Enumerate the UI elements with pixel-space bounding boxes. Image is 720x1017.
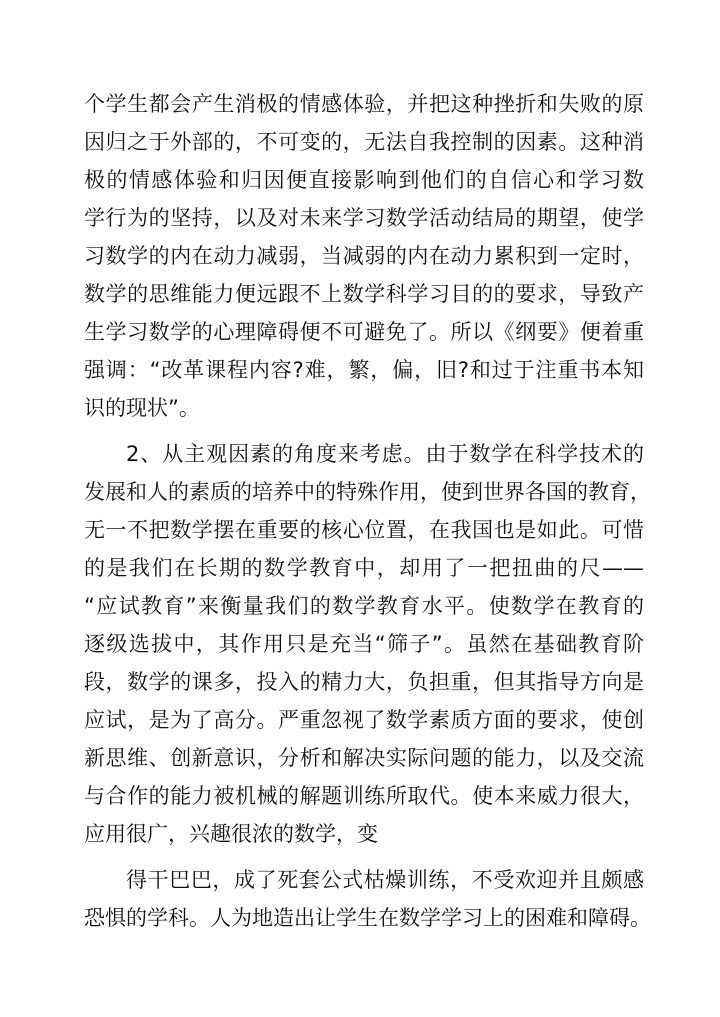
text-line: 无一不把数学摆在重要的核心位置，在我国也是如此。可惜 [84, 518, 644, 542]
text-line: 习数学的内在动力减弱，当减弱的内在动力累积到一定时， [84, 244, 644, 268]
text-line: 与合作的能力被机械的解题训练所取代。使本来威力很大， [84, 784, 644, 808]
text-line: 生学习数学的心理障碍便不可避免了。所以《纲要》便着重 [84, 320, 644, 344]
text-line: “应试教育”来衡量我们的数学教育水平。使数学在教育的 [84, 594, 644, 618]
text-line: 恐惧的学科。人为地造出让学生在数学学习上的困难和障碍。 [84, 906, 651, 930]
paragraph-3 [84, 861, 651, 937]
text-line: 应用很广，兴趣很浓的数学，变 [84, 822, 378, 846]
text-line: 极的情感体验和归因便直接影响到他们的自信心和学习数 [84, 168, 644, 192]
text-line: 的是我们在长期的数学教育中，却用了一把扭曲的尺—— [84, 556, 644, 580]
text-line: 段，数学的课多，投入的精力大，负担重，但其指导方向是 [84, 670, 644, 694]
text-line: 个学生都会产生消极的情感体验，并把这种挫折和失败的原 [84, 92, 644, 116]
text-line: 得干巴巴，成了死套公式枯燥训练，不受欢迎并且颇感 [126, 868, 644, 892]
paragraph-1 [84, 85, 644, 427]
text-line: 发展和人的素质的培养中的特殊作用，使到世界各国的教育， [84, 480, 651, 504]
text-line: 因归之于外部的，不可变的，无法自我控制的因素。这种消 [84, 130, 644, 154]
text-line: 2、从主观因素的角度来考虑。由于数学在科学技术的 [126, 442, 644, 466]
paragraph-gap [84, 853, 644, 861]
text-line: 学行为的坚持，以及对未来学习数学活动结局的期望，使学 [84, 206, 644, 230]
text-line: 逐级选拔中，其作用只是充当“筛子”。虽然在基础教育阶 [84, 632, 644, 656]
text-line: 强调：“改革课程内容?难，繁，偏，旧?和过于注重书本知 [84, 358, 644, 382]
paragraph-2 [84, 435, 651, 853]
text-line: 应试，是为了高分。严重忽视了数学素质方面的要求，使创 [84, 708, 644, 732]
text-line: 新思维、创新意识，分析和解决实际问题的能力，以及交流 [84, 746, 644, 770]
text-line: 识的现状”。 [84, 396, 200, 420]
document-body [84, 85, 651, 937]
text-line: 数学的思维能力便远跟不上数学科学习目的的要求，导致产 [84, 282, 644, 306]
paragraph-gap [84, 427, 644, 435]
